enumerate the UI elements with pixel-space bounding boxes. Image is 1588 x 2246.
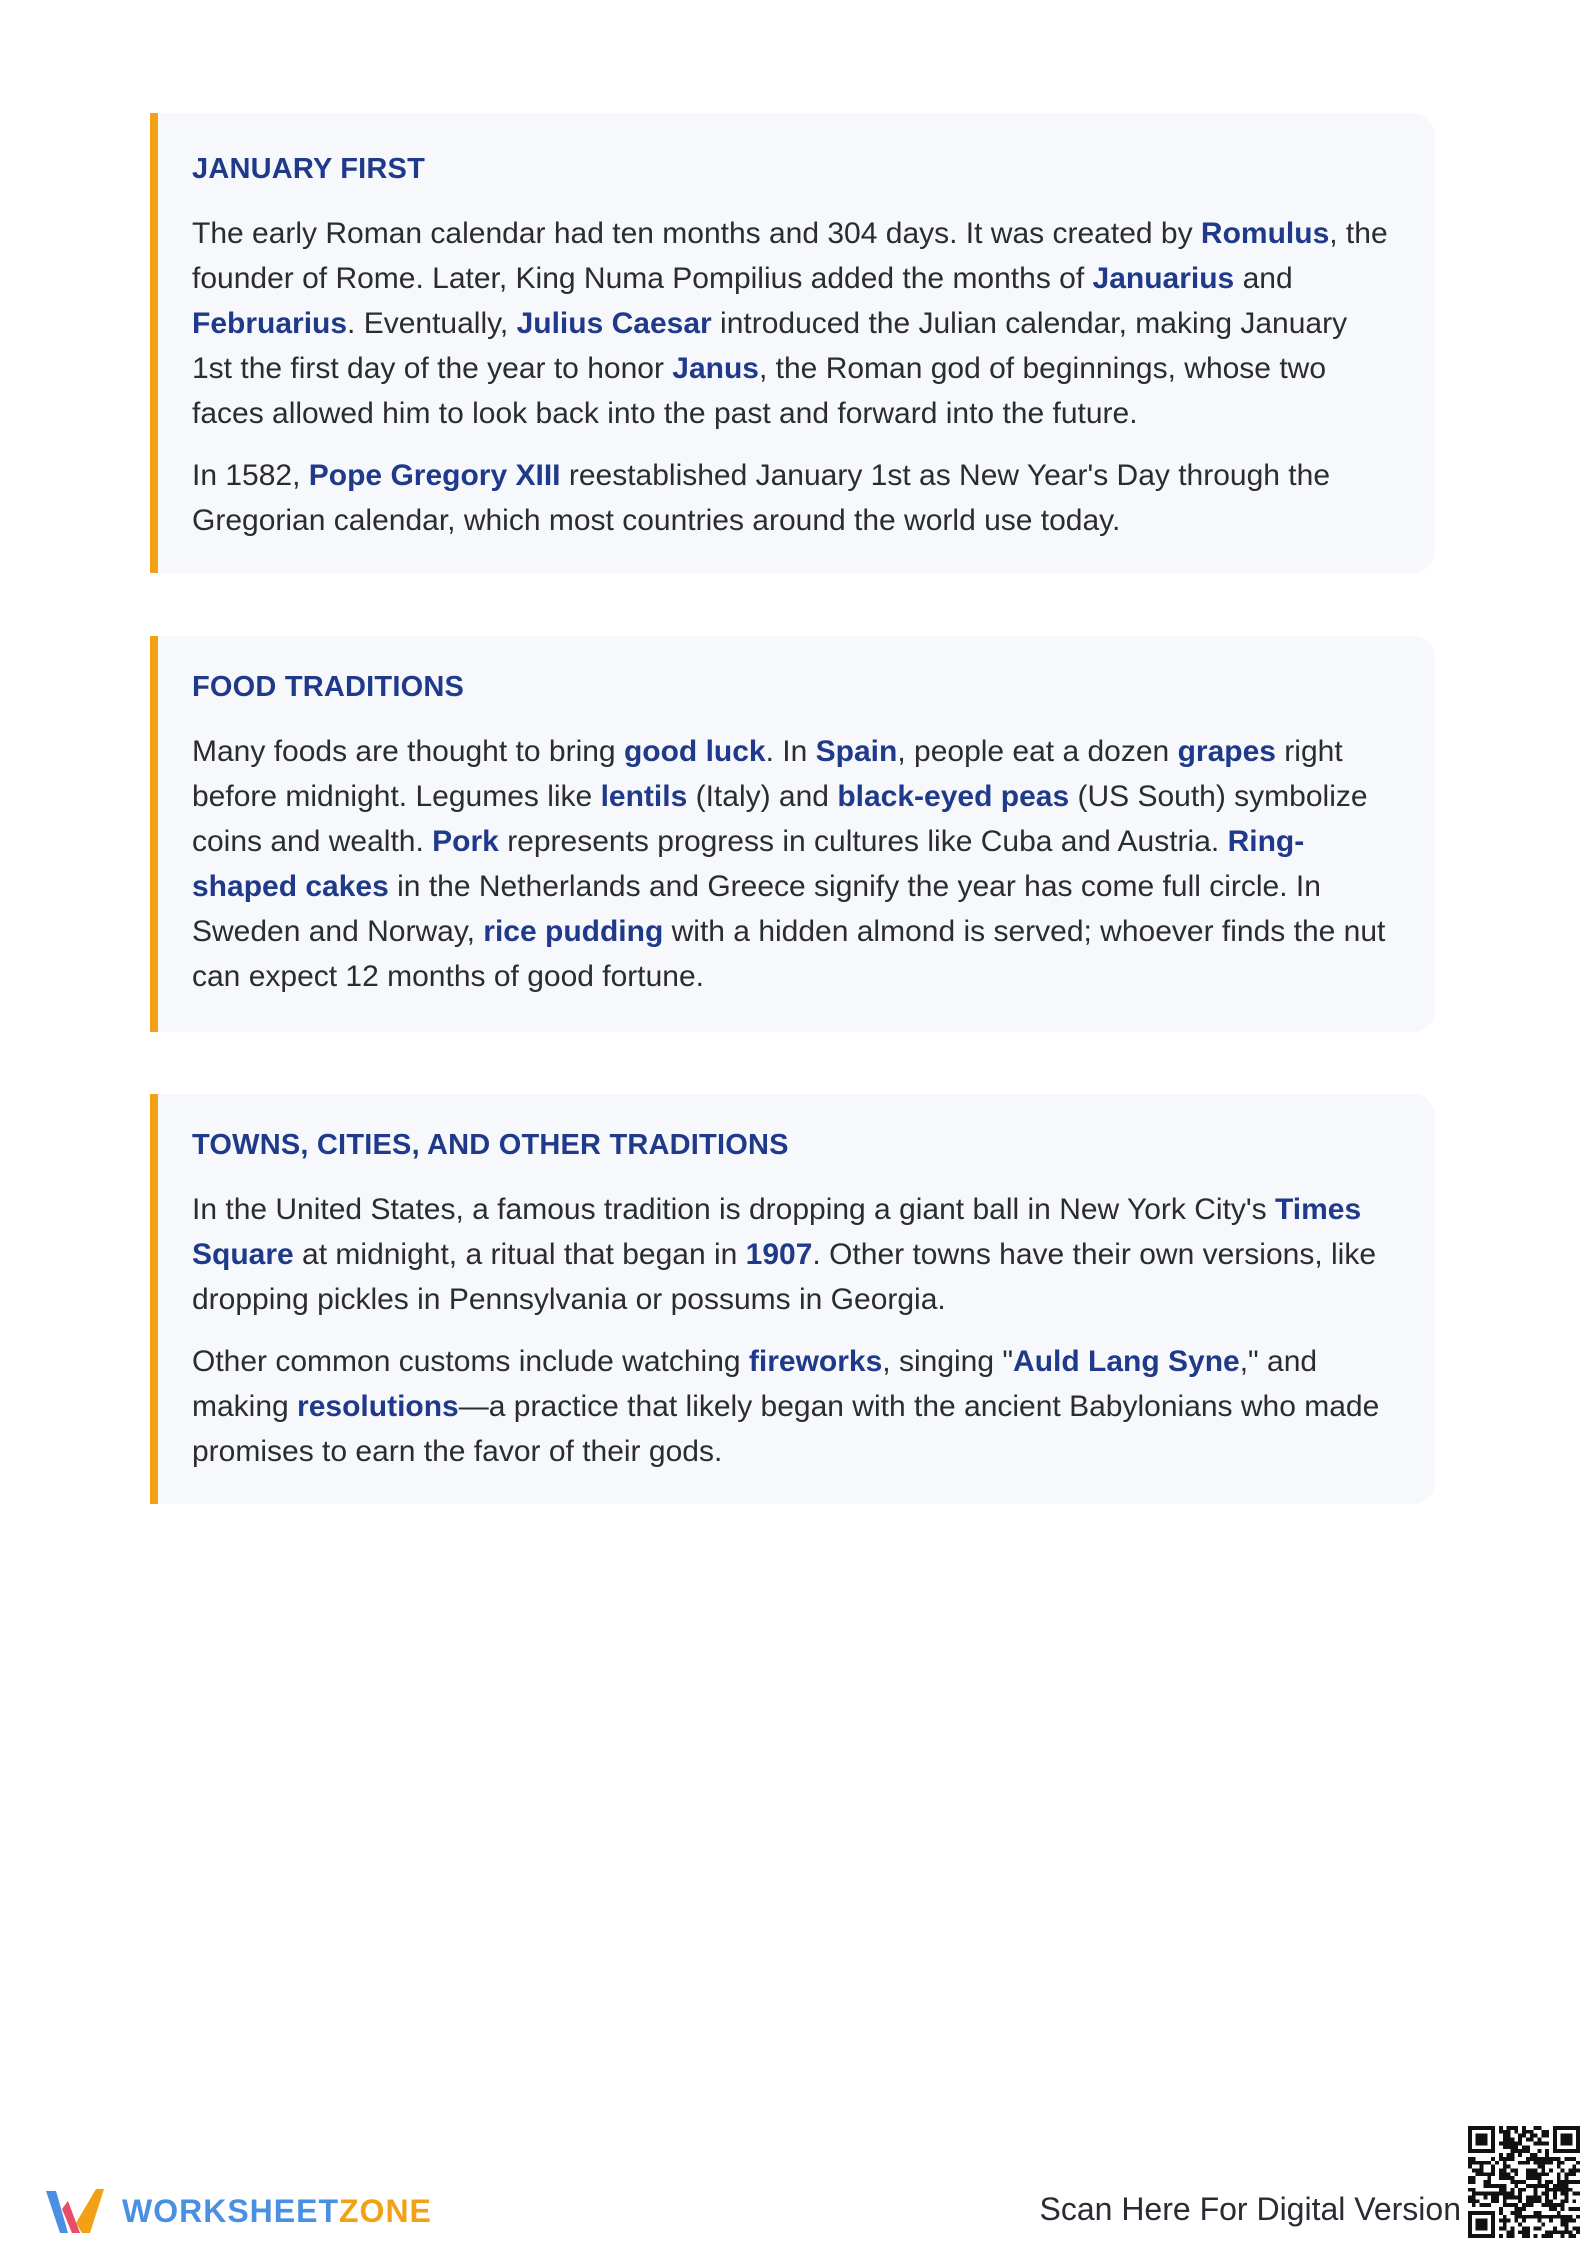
text-run: ," and making <box>192 1345 1318 1423</box>
text-run: in the Netherlands and Greece signify the year has come full circle. In Sweden and Norway, <box>192 870 1321 948</box>
section-paragraph <box>192 453 1395 543</box>
highlighted-term: Romulus <box>1200 217 1330 250</box>
highlighted-term: Ring-shaped cakes <box>192 825 1305 903</box>
section-title: JANUARY FIRST <box>192 153 426 185</box>
brand-name-part2: ZONE <box>339 2192 432 2229</box>
text-run: , the founder of Rome. Later, King Numa Pompilius added the months of <box>192 217 1388 295</box>
text-run: In 1582, <box>192 459 309 492</box>
highlighted-term: Julius Caesar <box>516 307 712 340</box>
highlighted-term: Auld Lang Syne <box>1013 1345 1240 1378</box>
section-title: TOWNS, CITIES, AND OTHER TRADITIONS <box>192 1129 789 1161</box>
highlighted-term: fireworks <box>748 1345 883 1378</box>
text-run: The early Roman calendar had ten months and 304 days. It was created by <box>192 217 1201 250</box>
scan-instruction: Scan Here For Digital Version <box>1039 2191 1461 2227</box>
text-run: with a hidden almond is served; whoever finds the nut can expect 12 months of good fortune. <box>192 915 1386 993</box>
section-paragraph <box>192 1339 1395 1474</box>
highlighted-term: resolutions <box>297 1390 459 1423</box>
text-run: , singing " <box>882 1345 1014 1378</box>
text-run: reestablished January 1st as New Year's Day through the Gregorian calendar, which most countries around the world use today. <box>192 459 1331 537</box>
highlighted-term: grapes <box>1177 735 1276 768</box>
text-run: Other common customs include watching <box>192 1345 749 1378</box>
highlighted-term: good luck <box>623 735 766 768</box>
text-run: , people eat a dozen <box>897 735 1178 768</box>
highlighted-term: black-eyed peas <box>837 780 1070 813</box>
text-run: . Other towns have their own versions, like dropping pickles in Pennsylvania or possums in Georgia. <box>192 1238 1377 1316</box>
text-run: introduced the Julian calendar, making January 1st the first day of the year to honor <box>192 307 1348 385</box>
text-run: (Italy) and <box>687 780 838 813</box>
worksheetzone-logo[interactable] <box>42 2180 432 2242</box>
section-paragraph <box>192 729 1395 999</box>
highlighted-term: Janus <box>672 352 759 385</box>
brand-name-part1: WORKSHEET <box>122 2192 339 2229</box>
text-run: . Eventually, <box>347 307 517 340</box>
highlighted-term: Februarius <box>192 307 348 340</box>
highlighted-term: Pope Gregory XIII <box>308 459 561 492</box>
text-run: , the Roman god of beginnings, whose two faces allowed him to look back into the past and forward into the future. <box>192 352 1327 430</box>
section-title: FOOD TRADITIONS <box>192 671 465 703</box>
highlighted-term: Spain <box>815 735 898 768</box>
highlighted-term: Times Square <box>192 1193 1362 1271</box>
text-run: at midnight, a ritual that began in <box>293 1238 746 1271</box>
text-run: Many foods are thought to bring <box>192 735 624 768</box>
text-run: right before midnight. Legumes like <box>192 735 1343 813</box>
highlighted-term: lentils <box>600 780 688 813</box>
highlighted-term: 1907 <box>745 1238 813 1271</box>
text-run: represents progress in cultures like Cuba and Austria. <box>498 825 1228 858</box>
highlighted-term: Januarius <box>1092 262 1235 295</box>
text-run: In the United States, a famous tradition is dropping a giant ball in New York City's <box>192 1193 1275 1226</box>
section-card-towns-cities <box>150 1094 1435 1504</box>
highlighted-term: rice pudding <box>483 915 664 948</box>
section-paragraph <box>192 211 1395 436</box>
highlighted-term: Pork <box>432 825 499 858</box>
section-card-january-first <box>150 113 1435 573</box>
text-run: . In <box>765 735 816 768</box>
worksheetzone-w-icon <box>42 2183 108 2239</box>
section-card-food-traditions <box>150 636 1435 1032</box>
text-run: and <box>1234 262 1293 295</box>
text-run: —a practice that likely began with the ancient Babylonians who made promises to earn the favor of their gods. <box>192 1390 1380 1468</box>
text-run: (US South) symbolize coins and wealth. <box>192 780 1368 858</box>
qr-code-icon[interactable] <box>1468 2126 1580 2238</box>
section-paragraph <box>192 1187 1395 1322</box>
brand-name <box>122 2193 432 2230</box>
